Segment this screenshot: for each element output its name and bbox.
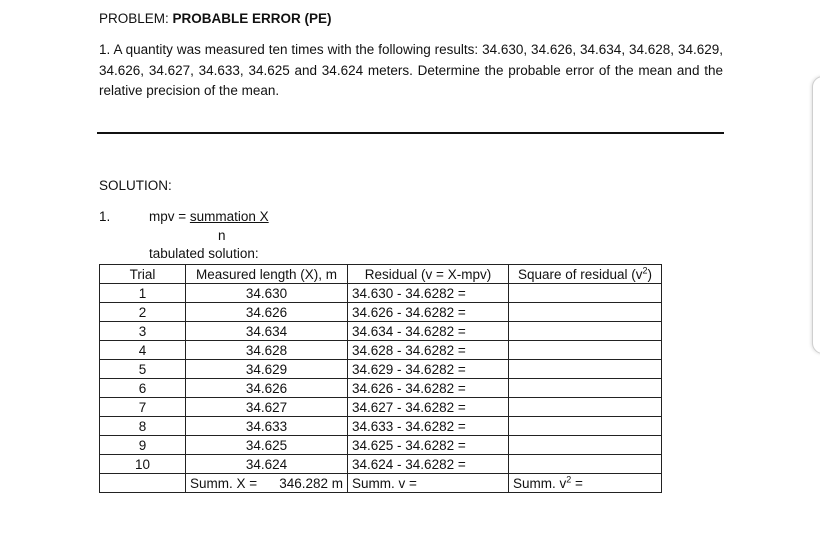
header-trial: Trial: [100, 265, 186, 284]
trial-cell: 1: [100, 284, 186, 303]
residual-cell: 34.630 - 34.6282 =: [348, 284, 509, 303]
trial-cell: 9: [100, 436, 186, 455]
header-square-prefix: Square of residual (v: [517, 266, 643, 282]
horizontal-rule: [97, 132, 724, 134]
problem-prefix: PROBLEM:: [99, 11, 173, 26]
sum-x-label: Summ. X =: [190, 475, 258, 491]
residual-cell: 34.625 - 34.6282 =: [348, 436, 509, 455]
footer-empty-cell: [100, 474, 186, 493]
header-square-residual: [509, 265, 662, 284]
measured-cell: 34.633: [186, 417, 348, 436]
footer-sum-x: [186, 474, 348, 493]
table-row: [100, 398, 662, 417]
measured-cell: 34.628: [186, 341, 348, 360]
mpv-denominator: n: [218, 228, 226, 243]
solution-item-number: 1.: [99, 209, 111, 224]
square-cell: [509, 455, 662, 474]
square-cell: [509, 398, 662, 417]
table-row: [100, 360, 662, 379]
problem-title: PROBABLE ERROR (PE): [172, 11, 332, 26]
measured-cell: 34.625: [186, 436, 348, 455]
trial-cell: 8: [100, 417, 186, 436]
footer-sum-v2: [509, 474, 662, 493]
measured-cell: 34.624: [186, 455, 348, 474]
residual-cell: 34.626 - 34.6282 =: [348, 303, 509, 322]
measured-cell: 34.634: [186, 322, 348, 341]
residual-cell: 34.633 - 34.6282 =: [348, 417, 509, 436]
trial-cell: 2: [100, 303, 186, 322]
tabulated-label: tabulated solution:: [149, 246, 259, 261]
square-cell: [509, 360, 662, 379]
table-row: [100, 379, 662, 398]
measured-cell: 34.630: [186, 284, 348, 303]
square-cell: [509, 417, 662, 436]
mpv-formula: [149, 209, 269, 224]
side-scroll-panel[interactable]: [812, 76, 820, 354]
table-row: [100, 303, 662, 322]
table-header-row: [100, 265, 662, 284]
solution-heading: SOLUTION:: [99, 178, 172, 193]
trial-cell: 3: [100, 322, 186, 341]
trial-cell: 4: [100, 341, 186, 360]
table-row: [100, 436, 662, 455]
square-cell: [509, 284, 662, 303]
residual-cell: 34.627 - 34.6282 =: [348, 398, 509, 417]
sum-x-value: 346.282 m: [279, 475, 343, 491]
square-cell: [509, 436, 662, 455]
table-row: [100, 455, 662, 474]
problem-heading: [99, 11, 332, 26]
sum-v2-sup: 2: [566, 474, 572, 484]
table-row: [100, 417, 662, 436]
square-cell: [509, 303, 662, 322]
square-cell: [509, 322, 662, 341]
residual-cell: 34.628 - 34.6282 =: [348, 341, 509, 360]
footer-sum-v: Summ. v =: [348, 474, 509, 493]
residual-cell: 34.634 - 34.6282 =: [348, 322, 509, 341]
measured-cell: 34.626: [186, 303, 348, 322]
problem-statement: 1. A quantity was measured ten times with the following results: 34.630, 34.626, 34.634, 34.628, 34.629, 34.626, 34.627, 34.633, 34.625 and 34.624 meters. Determine the probable error of the mean and the relative precision of the mean.: [99, 42, 723, 98]
table-row: [100, 322, 662, 341]
trial-cell: 7: [100, 398, 186, 417]
table-row: [100, 284, 662, 303]
square-cell: [509, 379, 662, 398]
measured-cell: 34.627: [186, 398, 348, 417]
measured-cell: 34.629: [186, 360, 348, 379]
solution-table: [99, 264, 662, 493]
header-residual: Residual (v = X-mpv): [348, 265, 509, 284]
trial-cell: 6: [100, 379, 186, 398]
header-measured-length: Measured length (X), m: [186, 265, 348, 284]
sum-v2-prefix: Summ. v: [513, 475, 567, 491]
mpv-prefix: mpv =: [149, 209, 190, 224]
measured-cell: 34.626: [186, 379, 348, 398]
header-square-suffix: ): [647, 266, 653, 282]
table-row: [100, 341, 662, 360]
square-cell: [509, 341, 662, 360]
trial-cell: 5: [100, 360, 186, 379]
residual-cell: 34.629 - 34.6282 =: [348, 360, 509, 379]
trial-cell: 10: [100, 455, 186, 474]
header-square-sup: 2: [642, 265, 648, 275]
sum-v2-suffix: =: [571, 475, 583, 491]
table-footer-row: [100, 474, 662, 493]
residual-cell: 34.626 - 34.6282 =: [348, 379, 509, 398]
residual-cell: 34.624 - 34.6282 =: [348, 455, 509, 474]
mpv-numerator: summation X: [189, 209, 269, 224]
